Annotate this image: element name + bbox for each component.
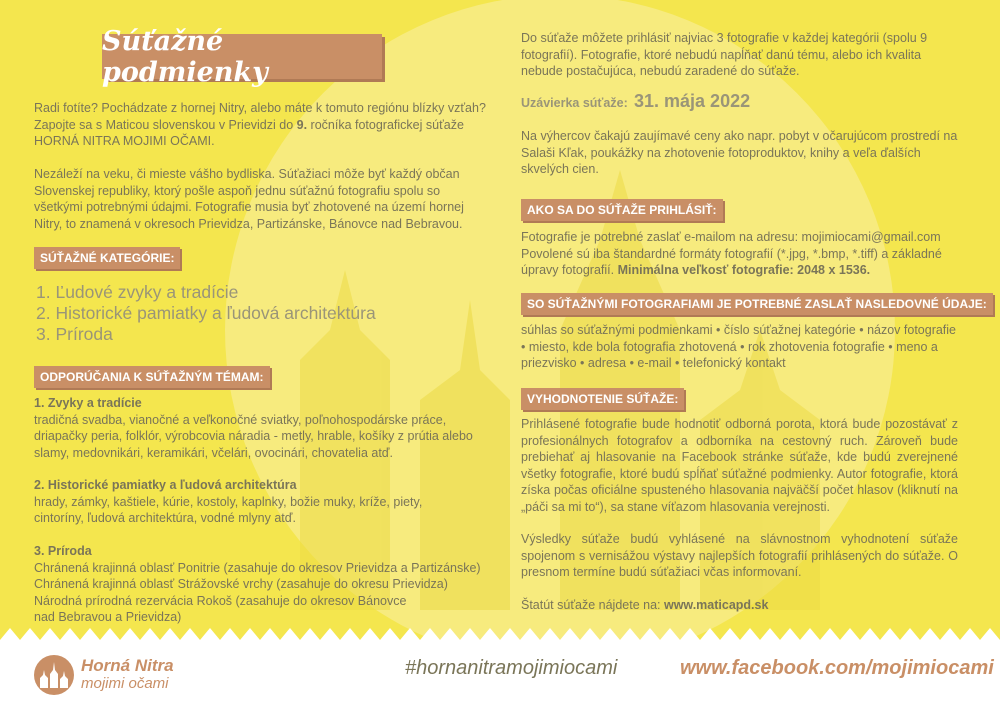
hashtag: #hornanitramojimiocami: [405, 657, 618, 679]
intro-paragraph-2: Nezáleží na veku, či mieste vášho bydliska. Súťažiaci môže byť každý občan Slovenskej republiky, ktorý pošle aspoň jednu súťažnú fotografiu spolu so všetkými potrebnými údajmi. Fotografie musia byť zhotovené na území hornej Nitry, to znamená v okresoch Prievidza, Partizánske, Bánovce nad Bebravou.: [34, 167, 464, 231]
min-size-text: Minimálna veľkosť fotografie: 2048 x 1536.: [617, 263, 871, 278]
theme-1-heading: 1. Zvyky a tradície: [34, 396, 142, 410]
theme-3: [34, 543, 504, 626]
apply-label: AKO SA DO SÚŤAŽE PRIHLÁSIŤ:: [521, 199, 723, 221]
prizes-paragraph: Na výhercov čakajú zaujímavé ceny ako napr. pobyt v očarujúcom prostredí na Salaši Kľak, poukážky na zhotovenie fotoproduktov, knihy a veľa ďalších skvelých cien.: [521, 129, 958, 177]
theme-1-text: tradičná svadba, vianočné a veľkonočné sviatky, poľnohospodárske práce, driapačky peria, folklór, výrobcovia náradia - metly, hrable, košíky z prútia alebo slamy, medovnikári, keramikári, včelári, ovocinári, chovatelia atď.: [34, 412, 473, 460]
categories-label: SÚŤAŽNÉ KATEGÓRIE:: [34, 247, 180, 269]
category-item: 2. Historické pamiatky a ľudová architektúra: [36, 303, 376, 323]
theme-2-heading: 2. Historické pamiatky a ľudová architektúra: [34, 478, 297, 492]
evaluation-label: VYHODNOTENIE SÚŤAŽE:: [521, 388, 684, 410]
statute-link[interactable]: www.maticapd.sk: [663, 598, 769, 612]
evaluation-paragraph-1: Prihlásené fotografie bude hodnotiť odborná porota, ktorá bude pozostávať z profesionálnych fotografov a odborníka na cestovný ruch. Zároveň bude prebiehať aj hlasovanie na Facebook stránke súťaže, kde budú zverejnené všetky fotografie, ktoré budú spĺňať súťažné podmienky. Autor fotografie, ktorá získa počas oficiálne spusteného hlasovania najväčší počet hlasov (kliknutí na „páči sa mi to“), sa stane víťazom hlasovania verejnosti.: [521, 417, 958, 514]
deadline-label: Uzávierka súťaže:: [521, 96, 628, 110]
theme-1: [34, 395, 474, 461]
entry-limit-paragraph: Do súťaže môžete prihlásiť najviac 3 fotografie v každej kategórii (spolu 9 fotografií). Fotografie, ktoré nebudú napĺňať danú tému, alebo ich kvalita nebude postačujúca, nebudú zaradené do súťaže.: [521, 31, 928, 79]
theme-3-line: nad Bebravou a Prievidza): [34, 610, 182, 625]
category-item: 3. Príroda: [36, 324, 113, 344]
deadline-date: 31. mája 2022: [634, 91, 751, 111]
facebook-link[interactable]: www.facebook.com/mojimiocami: [680, 657, 994, 679]
logo: [33, 654, 203, 696]
theme-3-line: Chránená krajinná oblasť Ponitrie (zasahuje do okresov Prievidza a Partizánske): [34, 560, 481, 575]
apply-paragraph: Fotografie je potrebné zaslať e-mailom na adresu: mojimiocami@gmail.com Povolené sú iba štandardné formáty fotografií (*.jpg, *.bmp, *.tiff) a základné úpravy fotografií. Minimálna veľkosť fotografie: 2048 x 1536.: [521, 230, 942, 278]
theme-3-heading: 3. Príroda: [34, 544, 92, 558]
theme-3-line: Chránená krajinná oblasť Strážovské vrchy (zasahuje do okresu Prievidza): [34, 577, 448, 592]
castle-logo-icon: [33, 654, 75, 696]
theme-2: [34, 477, 474, 527]
logo-subtitle: mojimi očami: [81, 675, 169, 692]
page-title: Súťažné podmienky: [102, 25, 268, 88]
category-item: 1. Ľudové zvyky a tradície: [36, 282, 239, 302]
title-banner: [102, 25, 382, 88]
intro-paragraph-1: Radi fotíte? Pochádzate z hornej Nitry, alebo máte k tomuto regiónu blízky vzťah? Zapojte sa s Maticou slovenskou v Prievidzi do 9. ročníka fotografickej súťaže HORNÁ NITRA MOJIMI OČAMI.: [34, 101, 486, 149]
theme-3-line: Národná prírodná rezervácia Rokoš (zasahuje do okresov Bánovce: [34, 593, 407, 608]
required-data-label: SO SÚŤAŽNÝMI FOTOGRAFIAMI JE POTREBNÉ ZASLAŤ NASLEDOVNÉ ÚDAJE:: [521, 293, 993, 315]
theme-2-text: hrady, zámky, kaštiele, kúrie, kostoly, kaplnky, božie muky, kríže, piety, cintoríny, ľudová architektúra, vodné mlyny atď.: [34, 494, 423, 526]
logo-title: Horná Nitra: [81, 656, 174, 675]
evaluation-paragraph-2: Výsledky súťaže budú vyhlásené na slávnostnom vyhodnotení súťaže spojenom s vernisážou výstavy najlepších fotografií prihlásených do súťaže. O presnom termíne budú súťažiaci včas informovaní.: [521, 532, 958, 580]
statute-line: Štatút súťaže nájdete na: www.maticapd.sk: [521, 598, 769, 612]
required-data-paragraph: súhlas so súťažnými podmienkami • číslo súťažnej kategórie • názov fotografie • miesto, kde bola fotografia zhotovená • rok zhotovenia fotografie • meno a priezvisko • adresa • e-mail • telefonický kontakt: [521, 323, 957, 371]
recommendations-label: ODPORÚČANIA K SÚŤAŽNÝM TÉMAM:: [34, 366, 270, 388]
